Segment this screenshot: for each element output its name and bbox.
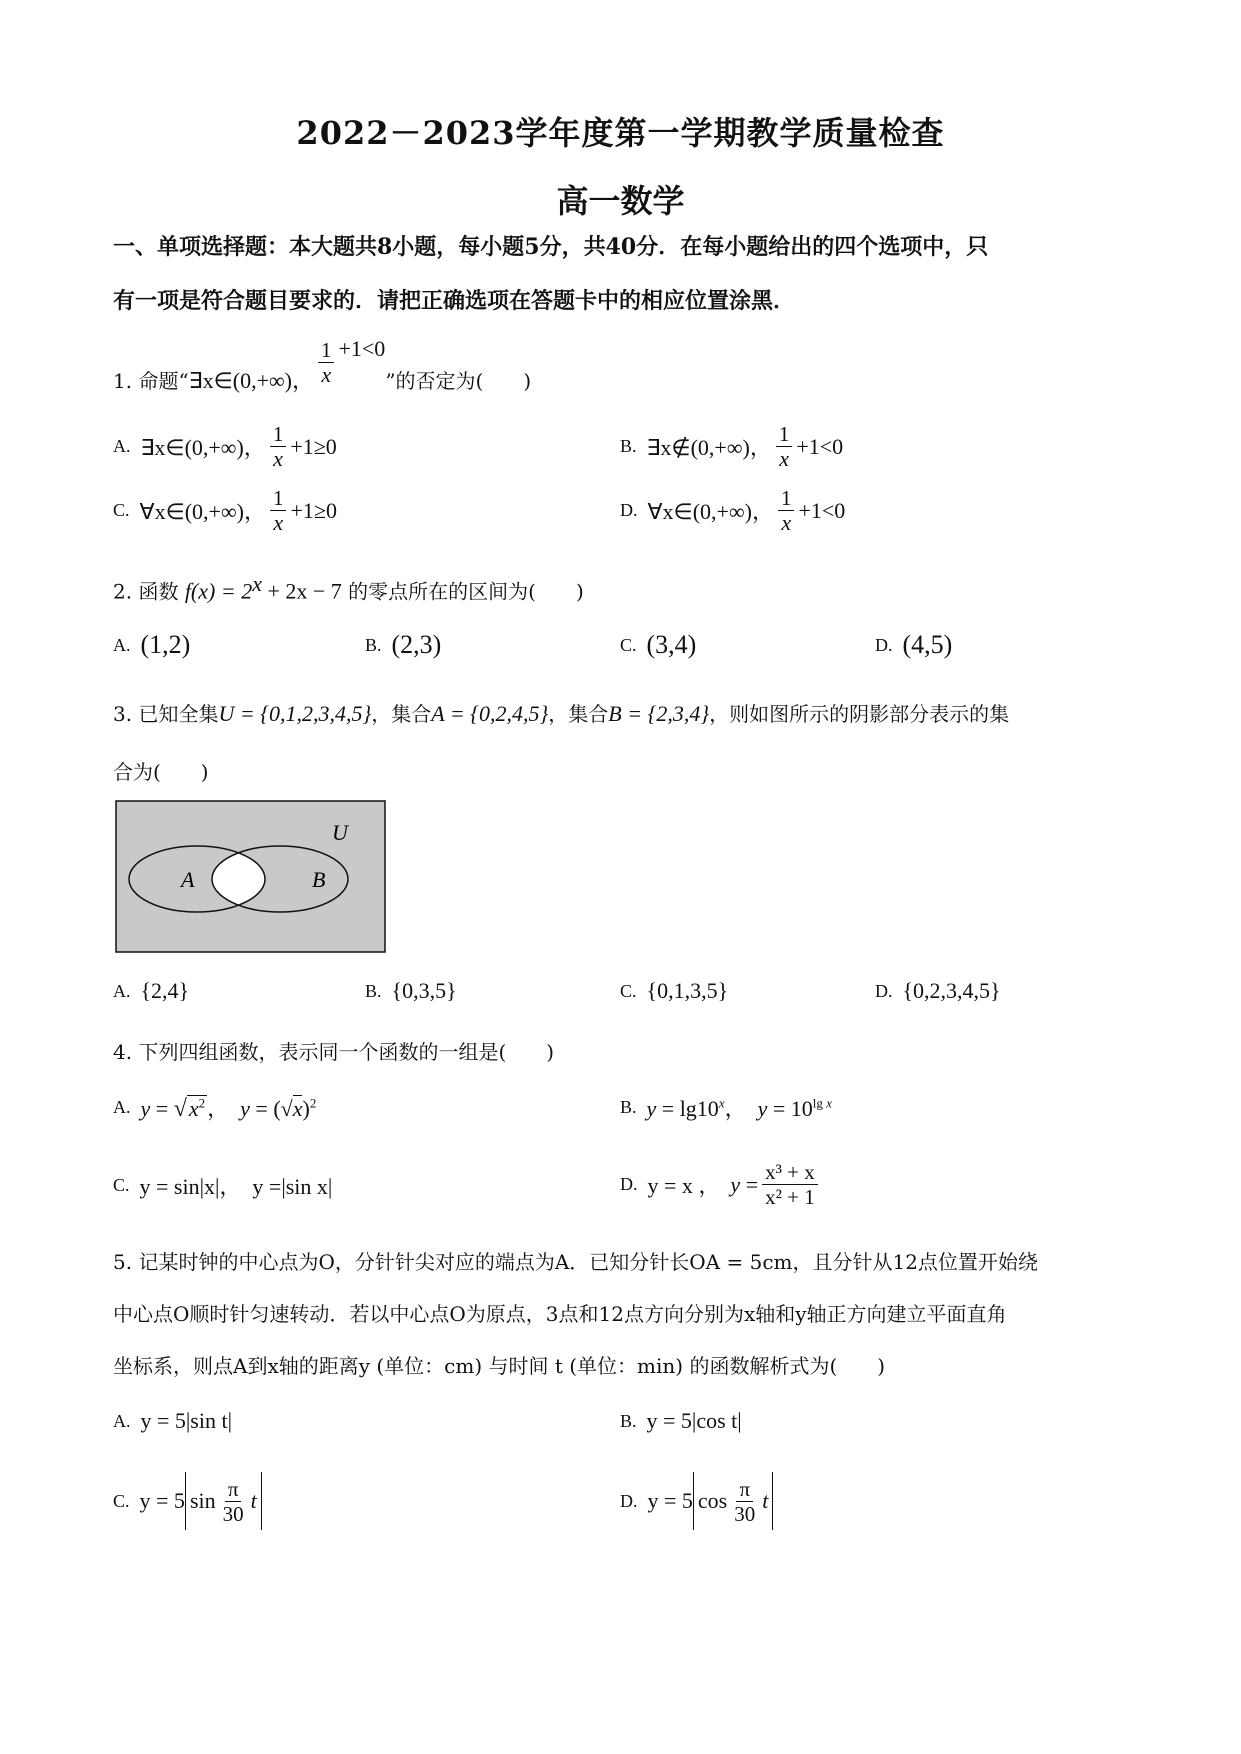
q3-line1-b: ，集合 <box>371 702 432 726</box>
q4-option-d-frac <box>762 1160 818 1209</box>
question-5-line3: 坐标系，则点A到x轴的距离y (单位：cm) 与时间 t (单位：min) 的函数解析式为( ) <box>113 1354 886 1378</box>
q4-option-d-pre: y = x ， <box>647 1173 721 1198</box>
q3-line1-a: 3. 已知全集 <box>113 702 219 726</box>
q4-option-a-label: A. <box>113 1097 131 1117</box>
q2-prefix: 2. 函数 <box>113 579 179 604</box>
q5-option-a-label: A. <box>113 1410 131 1431</box>
q3-line1-c: ，集合 <box>548 702 609 726</box>
q4-option-b[interactable] <box>620 1092 832 1123</box>
question-3-stem-line1 <box>113 698 1133 730</box>
section-heading-line1: 一、单项选择题：本大题共8小题，每小题5分，共40分．在每小题给出的四个选项中，只 <box>113 234 989 260</box>
q1-prefix: 1. 命题“ <box>113 369 189 393</box>
question-1-stem <box>113 336 1133 407</box>
q5-option-a-text: y = 5|sin t| <box>140 1408 233 1433</box>
q2-math2: + 2x − 7 <box>261 578 342 604</box>
q2-option-c-label: C. <box>620 634 637 655</box>
q2-math: f(x) = 2 <box>184 578 253 604</box>
q1-math: ∃x∈(0,+∞)， <box>188 368 314 393</box>
venn-label-b: B <box>312 867 326 892</box>
q5-option-d-abs <box>693 1472 773 1530</box>
q4-option-d-den: x² + 1 <box>765 1185 815 1209</box>
q2-option-c-text: (3,4) <box>646 630 697 659</box>
q1-option-a-pre: ∃x∈(0,+∞)， <box>140 435 266 460</box>
q2-option-a-label: A. <box>113 634 131 655</box>
q1-option-d-label: D. <box>620 500 638 520</box>
q3-option-a-label: A. <box>113 980 131 1001</box>
q3-option-c-label: C. <box>620 980 637 1001</box>
q1-option-d-pre: ∀x∈(0,+∞)， <box>647 499 774 524</box>
question-3-stem-line2: 合为( ) <box>113 760 209 784</box>
q2-option-d[interactable] <box>875 630 952 660</box>
q5-option-c-den: 30 <box>222 1501 244 1526</box>
q1-option-b-label: B. <box>620 436 637 456</box>
q2-option-b-text: (2,3) <box>391 630 442 659</box>
q1-fraction <box>318 338 335 387</box>
q1-option-a-label: A. <box>113 436 131 456</box>
q3-option-d-text: {0,2,3,4,5} <box>902 978 1001 1003</box>
q2-option-b[interactable] <box>365 630 441 660</box>
q1-option-c-pre: ∀x∈(0,+∞)， <box>139 499 266 524</box>
q5-option-d-pre: y = 5 <box>647 1488 693 1513</box>
q2-option-d-text: (4,5) <box>902 630 953 659</box>
q4-option-c[interactable] <box>113 1170 332 1201</box>
q5-option-c-num: π <box>225 1477 242 1502</box>
q1-option-c-label: C. <box>113 500 130 520</box>
q4-option-b-label: B. <box>620 1097 637 1117</box>
section-heading-line2: 有一项是符合题目要求的．请把正确选项在答题卡中的相应位置涂黑． <box>113 288 796 314</box>
q3-option-a[interactable] <box>113 978 189 1004</box>
q4-option-d-label: D. <box>620 1174 638 1194</box>
q3-option-b-label: B. <box>365 980 382 1001</box>
q3-set-b: B = {2,3,4} <box>608 701 710 726</box>
q2-option-a-text: (1,2) <box>140 630 191 659</box>
venn-diagram <box>115 800 387 954</box>
q5-option-c-abs <box>185 1472 262 1530</box>
q2-option-a[interactable] <box>113 630 190 660</box>
q5-option-c[interactable] <box>113 1472 262 1530</box>
q3-line1-d: ，则如图所示的阴影部分表示的集 <box>709 702 1010 726</box>
q1-suffix: ”的否定为( ) <box>385 369 532 393</box>
q3-option-a-text: {2,4} <box>140 978 190 1003</box>
q5-option-d-frac <box>731 1477 758 1526</box>
q4-option-b-formula: $y = \lg 10^x$， $y = 10^{lg x}$ <box>646 1095 832 1121</box>
q1-option-b-den: x <box>779 446 789 471</box>
q5-option-d-label: D. <box>620 1490 638 1511</box>
q4-option-a[interactable] <box>113 1092 316 1123</box>
q5-option-d-fn: cos <box>697 1488 728 1513</box>
q2-option-c[interactable] <box>620 630 696 660</box>
q2-option-d-label: D. <box>875 634 893 655</box>
q2-sup: x <box>252 571 262 596</box>
q5-option-b[interactable] <box>620 1408 742 1434</box>
q1-tail-math: +1<0 <box>338 336 386 361</box>
q5-option-a[interactable] <box>113 1408 232 1434</box>
exam-title: 2022－2023学年度第一学期教学质量检查 <box>296 114 945 152</box>
q1-option-b-num: 1 <box>776 422 793 447</box>
q3-option-b[interactable] <box>365 978 457 1004</box>
question-2-stem <box>113 568 1133 608</box>
question-5-line1: 5. 记某时钟的中心点为O，分针针尖对应的端点为A．已知分针长OA = 5cm，且分针从12点位置开始绕 <box>113 1250 1038 1274</box>
q1-option-a-post: +1≥0 <box>290 433 337 459</box>
q3-option-c[interactable] <box>620 978 728 1004</box>
q5-option-d-den: 30 <box>734 1501 756 1526</box>
q5-option-b-text: y = 5|cos t| <box>646 1408 742 1433</box>
q4-option-d-y: y = <box>730 1171 759 1197</box>
q1-option-d-frac <box>778 486 795 535</box>
question-5-line2: 中心点O顺时针匀速转动．若以中心点O为原点，3点和12点方向分别为x轴和y轴正方向建立平面直角 <box>113 1302 1007 1326</box>
q5-option-c-frac <box>220 1477 247 1526</box>
q1-option-a-frac <box>270 422 287 471</box>
q1-option-a-den: x <box>273 446 283 471</box>
q4-option-c-text: y = sin|x|， y =|sin x| <box>139 1174 333 1199</box>
q1-option-c-den: x <box>273 510 284 535</box>
q3-option-b-text: {0,3,5} <box>391 978 457 1003</box>
q1-option-d-den: x <box>781 510 792 535</box>
q4-option-d[interactable] <box>620 1160 822 1209</box>
venn-label-u: U <box>332 820 348 845</box>
q1-option-c-num: 1 <box>270 486 287 511</box>
q3-option-d[interactable] <box>875 978 1001 1004</box>
q1-option-d[interactable] <box>620 486 845 535</box>
q4-option-a-formula: $y = √x^2$， $y = (√x)^2$ <box>140 1095 317 1122</box>
q1-option-b-frac <box>776 422 793 471</box>
exam-subtitle: 高一数学 <box>556 182 685 220</box>
q5-option-d-post: t <box>762 1488 769 1513</box>
q1-option-d-post: +1<0 <box>798 497 846 523</box>
venn-label-a: A <box>181 867 195 892</box>
q4-option-c-label: C. <box>113 1175 130 1195</box>
q1-option-b-post: +1<0 <box>796 433 844 459</box>
q3-option-c-text: {0,1,3,5} <box>646 978 729 1003</box>
q3-option-d-label: D. <box>875 980 893 1001</box>
q1-option-c[interactable] <box>113 486 337 535</box>
q1-option-d-num: 1 <box>778 486 795 511</box>
q2-option-b-label: B. <box>365 634 382 655</box>
q2-suffix: 的零点所在的区间为( ) <box>348 579 584 604</box>
q1-option-b[interactable] <box>620 422 843 471</box>
q5-option-c-post: t <box>250 1488 257 1513</box>
q5-option-c-pre: y = 5 <box>139 1488 185 1513</box>
q3-set-a: A = {0,2,4,5} <box>431 701 549 726</box>
q5-option-c-fn: sin <box>189 1488 216 1513</box>
question-4-stem: 4. 下列四组函数，表示同一个函数的一组是( ) <box>113 1040 555 1064</box>
q5-option-d-num: π <box>736 1477 753 1502</box>
q1-option-a[interactable] <box>113 422 337 471</box>
q3-universal-set: U = {0,1,2,3,4,5} <box>218 701 372 726</box>
q5-option-b-label: B. <box>620 1410 637 1431</box>
q5-option-d[interactable] <box>620 1472 773 1530</box>
q1-frac-den: x <box>321 362 332 387</box>
q1-option-c-post: +1≥0 <box>290 497 337 523</box>
q4-option-d-num: x³ + x <box>762 1160 818 1185</box>
q1-option-b-pre: ∃x∉(0,+∞)， <box>646 435 772 460</box>
q1-frac-num: 1 <box>318 338 335 363</box>
q1-option-a-num: 1 <box>270 422 287 447</box>
q5-option-c-label: C. <box>113 1490 130 1511</box>
q1-option-c-frac <box>270 486 287 535</box>
